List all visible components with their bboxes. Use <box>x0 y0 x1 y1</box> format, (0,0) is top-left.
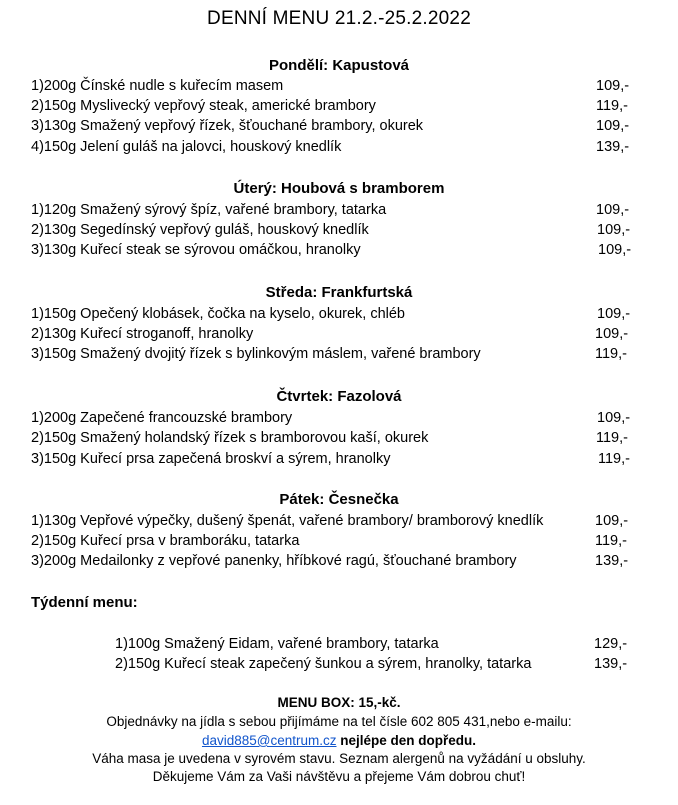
email-link[interactable]: david885@centrum.cz <box>201 733 337 748</box>
dish-price: 109,- <box>596 78 630 94</box>
dish-text: 2)150g Myslivecký vepřový steak, americké brambory <box>31 98 376 114</box>
day-heading-monday: Pondělí: Kapustová <box>268 57 410 74</box>
day-heading-friday: Pátek: Česnečka <box>279 491 399 508</box>
dish-text: 3)130g Kuřecí steak se sýrovou omáčkou, hranolky <box>31 242 361 258</box>
dish-text: 1)200g Čínské nudle s kuřecím masem <box>31 78 284 94</box>
dish-price: 109,- <box>598 242 632 258</box>
dish-price: 109,- <box>597 410 631 426</box>
dish-price: 139,- <box>595 553 629 569</box>
dish-price: 139,- <box>594 656 628 672</box>
dish-text: 3)150g Kuřecí prsa zapečená broskví a sýrem, hranolky <box>31 451 391 467</box>
dish-text: 2)130g Segedínský vepřový guláš, houskový knedlík <box>31 222 369 238</box>
dish-price: 109,- <box>596 202 630 218</box>
email-line <box>0 733 678 748</box>
advance-note: nejlépe den dopředu. <box>340 733 477 748</box>
dish-price: 109,- <box>597 222 631 238</box>
dish-price: 139,- <box>596 139 630 155</box>
dish-price: 109,- <box>595 513 629 529</box>
dish-price: 109,- <box>595 326 629 342</box>
page-title: DENNÍ MENU 21.2.-25.2.2022 <box>207 8 471 29</box>
dish-text: 2)150g Kuřecí steak zapečený šunkou a sýrem, hranolky, tatarka <box>115 656 532 672</box>
day-heading-thursday: Čtvrtek: Fazolová <box>276 388 402 405</box>
dish-price: 119,- <box>595 533 627 549</box>
dish-text: 1)100g Smažený Eidam, vařené brambory, tatarka <box>115 636 439 652</box>
dish-price: 109,- <box>597 306 631 322</box>
dish-text: 2)130g Kuřecí stroganoff, hranolky <box>31 326 254 342</box>
dish-text: 1)150g Opečený klobásek, čočka na kyselo, okurek, chléb <box>31 306 405 322</box>
menu-box-note: MENU BOX: 15,-kč. <box>277 695 401 710</box>
dish-text: 1)200g Zapečené francouzské brambory <box>31 410 293 426</box>
day-heading-wednesday: Středa: Frankfurtská <box>265 284 413 301</box>
dish-text: 4)150g Jelení guláš na jalovci, houskový knedlík <box>31 139 342 155</box>
dish-price: 119,- <box>598 451 630 467</box>
dish-price: 129,- <box>594 636 628 652</box>
dish-text: 2)150g Kuřecí prsa v bramboráku, tatarka <box>31 533 300 549</box>
dish-price: 119,- <box>596 98 628 114</box>
day-heading-tuesday: Úterý: Houbová s bramborem <box>233 180 445 197</box>
dish-price: 119,- <box>595 346 627 362</box>
dish-text: 3)130g Smažený vepřový řízek, šťouchané brambory, okurek <box>31 118 424 134</box>
dish-text: 1)130g Vepřové výpečky, dušený špenát, vařené brambory/ bramborový knedlík <box>31 513 544 529</box>
dish-price: 109,- <box>596 118 630 134</box>
thanks-note: Děkujeme Vám za Vaši návštěvu a přejeme Vám dobrou chuť! <box>152 769 526 784</box>
weekly-menu-heading: Týdenní menu: <box>31 594 138 611</box>
dish-text: 1)120g Smažený sýrový špíz, vařené brambory, tatarka <box>31 202 387 218</box>
dish-text: 3)200g Medailonky z vepřové panenky, hříbkové ragú, šťouchané brambory <box>31 553 517 569</box>
dish-text: 3)150g Smažený dvojitý řízek s bylinkovým máslem, vařené brambory <box>31 346 481 362</box>
dish-price: 119,- <box>596 430 628 446</box>
weight-note: Váha masa je uvedena v syrovém stavu. Seznam alergenů na vyžádání u obsluhy. <box>92 751 586 766</box>
dish-text: 2)150g Smažený holandský řízek s bramborovou kaší, okurek <box>31 430 429 446</box>
orders-note: Objednávky na jídla s sebou přijímáme na tel čísle 602 805 431,nebo e-mailu: <box>106 714 572 729</box>
